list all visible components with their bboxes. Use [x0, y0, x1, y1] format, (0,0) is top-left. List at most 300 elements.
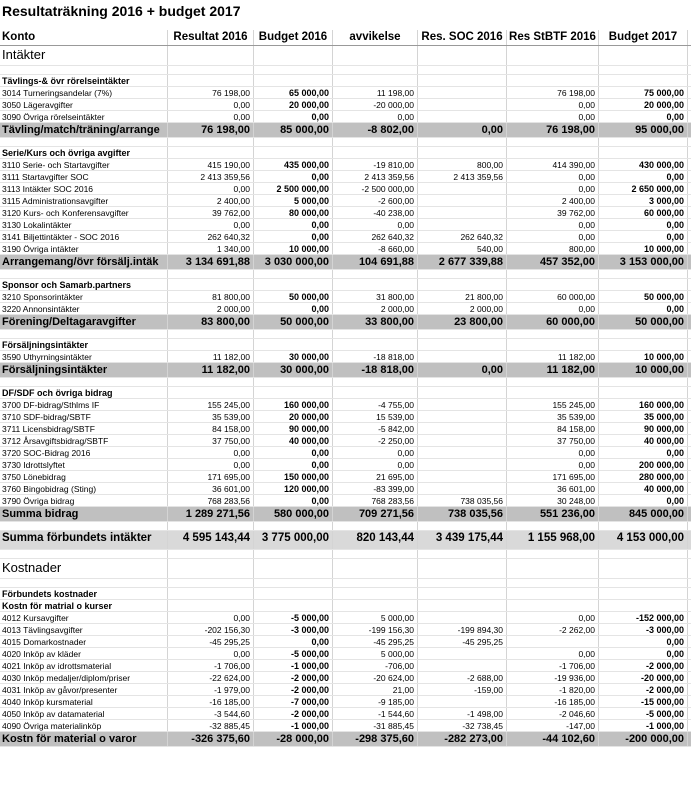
cell-value[interactable]: 11 182,00	[168, 351, 254, 362]
cell-value[interactable]: -199 156,30	[333, 624, 418, 635]
cell-label[interactable]: Serie/Kurs och övriga avgifter	[0, 147, 168, 158]
cell-value[interactable]: 37 750,00	[507, 435, 599, 446]
cell-value[interactable]: -1 979,00	[168, 684, 254, 695]
cell-label[interactable]: 4030 Inköp medaljer/diplom/priser	[0, 672, 168, 683]
cell-value[interactable]: -16 185,00	[168, 696, 254, 707]
cell-value[interactable]: 35 539,00	[168, 411, 254, 422]
cell-value[interactable]: 40 000,00	[599, 435, 688, 446]
cell-value[interactable]: 10 000,00	[599, 243, 688, 254]
cell-value[interactable]	[168, 579, 254, 587]
cell-value[interactable]: 30 248,00	[507, 495, 599, 506]
cell-value[interactable]	[333, 600, 418, 611]
cell-value[interactable]	[254, 330, 333, 338]
cell-label[interactable]: 3090 Övriga rörelseintäkter	[0, 111, 168, 122]
cell-value[interactable]	[418, 147, 507, 158]
cell-value[interactable]: -32 885,45	[168, 720, 254, 731]
cell-label[interactable]: Summa förbundets intäkter	[0, 531, 168, 549]
cell-value[interactable]: Res. SOC 2016	[418, 30, 507, 45]
cell-value[interactable]: -2 046,60	[507, 708, 599, 719]
cell-value[interactable]: 50 000,00	[254, 291, 333, 302]
cell-value[interactable]: 0,00	[418, 363, 507, 377]
cell-value[interactable]	[599, 550, 688, 558]
cell-value[interactable]: 5 000,00	[333, 612, 418, 623]
cell-value[interactable]: 1 340,00	[168, 243, 254, 254]
cell-label[interactable]: 3120 Kurs- och Konferensavgifter	[0, 207, 168, 218]
cell-value[interactable]: -1 000,00	[254, 720, 333, 731]
cell-value[interactable]	[507, 46, 599, 65]
cell-label[interactable]: Kostn för matrial o kurser	[0, 600, 168, 611]
cell-value[interactable]: 11 182,00	[507, 363, 599, 377]
cell-value[interactable]	[418, 648, 507, 659]
cell-value[interactable]: 414 390,00	[507, 159, 599, 170]
cell-value[interactable]: 39 762,00	[168, 207, 254, 218]
cell-value[interactable]: 0,00	[599, 303, 688, 314]
cell-value[interactable]: 262 640,32	[418, 231, 507, 242]
cell-value[interactable]: -147,00	[507, 720, 599, 731]
cell-value[interactable]	[599, 147, 688, 158]
cell-value[interactable]	[599, 339, 688, 350]
cell-value[interactable]: -2 000,00	[254, 672, 333, 683]
cell-value[interactable]	[418, 522, 507, 530]
cell-label[interactable]: 3711 Licensbidrag/SBTF	[0, 423, 168, 434]
cell-label[interactable]: DF/SDF och övriga bidrag	[0, 387, 168, 398]
cell-value[interactable]: 50 000,00	[254, 315, 333, 329]
cell-label[interactable]: Tävlings-& övr rörelseintäkter	[0, 75, 168, 86]
cell-value[interactable]: 85 000,00	[254, 123, 333, 137]
cell-label[interactable]	[0, 66, 168, 74]
cell-value[interactable]	[254, 147, 333, 158]
cell-value[interactable]: 50 000,00	[599, 291, 688, 302]
cell-value[interactable]: -2 000,00	[254, 684, 333, 695]
cell-value[interactable]: -31 885,45	[333, 720, 418, 731]
cell-value[interactable]: -282 273,00	[418, 732, 507, 746]
cell-value[interactable]	[254, 378, 333, 386]
cell-value[interactable]	[254, 522, 333, 530]
cell-value[interactable]: 0,00	[507, 219, 599, 230]
cell-value[interactable]	[599, 387, 688, 398]
cell-value[interactable]: -2 000,00	[599, 660, 688, 671]
cell-value[interactable]: 76 198,00	[507, 87, 599, 98]
cell-value[interactable]: 80 000,00	[254, 207, 333, 218]
cell-value[interactable]	[254, 279, 333, 290]
cell-label[interactable]	[0, 138, 168, 146]
cell-value[interactable]	[599, 330, 688, 338]
cell-value[interactable]	[418, 99, 507, 110]
cell-value[interactable]	[333, 147, 418, 158]
cell-value[interactable]	[418, 435, 507, 446]
cell-label[interactable]: 3111 Startavgifter SOC	[0, 171, 168, 182]
cell-value[interactable]	[418, 111, 507, 122]
cell-label[interactable]: 4020 Inköp av kläder	[0, 648, 168, 659]
cell-value[interactable]	[254, 387, 333, 398]
cell-label[interactable]	[0, 550, 168, 558]
cell-value[interactable]: 39 762,00	[507, 207, 599, 218]
cell-value[interactable]: 0,00	[507, 459, 599, 470]
cell-value[interactable]: 40 000,00	[599, 483, 688, 494]
cell-value[interactable]	[333, 588, 418, 599]
cell-value[interactable]	[254, 600, 333, 611]
cell-label[interactable]: Tävling/match/träning/arrange	[0, 123, 168, 137]
cell-value[interactable]: 0,00	[599, 219, 688, 230]
cell-value[interactable]: 0,00	[507, 99, 599, 110]
cell-value[interactable]	[507, 138, 599, 146]
cell-value[interactable]	[333, 138, 418, 146]
cell-value[interactable]	[333, 387, 418, 398]
cell-value[interactable]: 0,00	[254, 231, 333, 242]
cell-value[interactable]: -1 820,00	[507, 684, 599, 695]
cell-label[interactable]: 3720 SOC-Bidrag 2016	[0, 447, 168, 458]
cell-label[interactable]: Konto	[0, 30, 168, 45]
cell-value[interactable]: 11 182,00	[168, 363, 254, 377]
cell-label[interactable]: 4012 Kursavgifter	[0, 612, 168, 623]
cell-value[interactable]	[418, 66, 507, 74]
cell-value[interactable]	[507, 636, 599, 647]
cell-value[interactable]	[418, 279, 507, 290]
cell-label[interactable]: 3190 Övriga intäkter	[0, 243, 168, 254]
cell-value[interactable]: 0,00	[168, 459, 254, 470]
cell-value[interactable]: 768 283,56	[333, 495, 418, 506]
cell-value[interactable]: 2 400,00	[168, 195, 254, 206]
cell-value[interactable]: 0,00	[507, 111, 599, 122]
cell-value[interactable]	[168, 588, 254, 599]
cell-label[interactable]: 4050 Inköp av datamaterial	[0, 708, 168, 719]
cell-value[interactable]: 3 134 691,88	[168, 255, 254, 269]
cell-value[interactable]: 738 035,56	[418, 495, 507, 506]
cell-value[interactable]: 90 000,00	[599, 423, 688, 434]
cell-value[interactable]: 160 000,00	[599, 399, 688, 410]
cell-value[interactable]: -2 500 000,00	[333, 183, 418, 194]
cell-value[interactable]: 1 289 271,56	[168, 507, 254, 521]
cell-value[interactable]: 20 000,00	[599, 99, 688, 110]
cell-value[interactable]: 37 750,00	[168, 435, 254, 446]
cell-value[interactable]	[418, 87, 507, 98]
cell-label[interactable]: 4040 Inköp kursmaterial	[0, 696, 168, 707]
cell-value[interactable]: 800,00	[507, 243, 599, 254]
cell-value[interactable]	[418, 696, 507, 707]
cell-value[interactable]: -28 000,00	[254, 732, 333, 746]
cell-label[interactable]: Försäljningsintäkter	[0, 339, 168, 350]
cell-value[interactable]	[254, 579, 333, 587]
cell-value[interactable]: avvikelse	[333, 30, 418, 45]
cell-value[interactable]	[254, 138, 333, 146]
cell-value[interactable]: 0,00	[507, 648, 599, 659]
cell-value[interactable]: -9 185,00	[333, 696, 418, 707]
cell-value[interactable]	[418, 483, 507, 494]
cell-value[interactable]	[333, 378, 418, 386]
cell-value[interactable]: -15 000,00	[599, 696, 688, 707]
cell-value[interactable]: -4 755,00	[333, 399, 418, 410]
cell-value[interactable]: 21 800,00	[418, 291, 507, 302]
cell-label[interactable]	[0, 330, 168, 338]
cell-value[interactable]: 36 601,00	[168, 483, 254, 494]
cell-value[interactable]: 845 000,00	[599, 507, 688, 521]
cell-value[interactable]: -5 842,00	[333, 423, 418, 434]
cell-label[interactable]: 3712 Årsavgiftsbidrag/SBTF	[0, 435, 168, 446]
cell-label[interactable]: 3050 Lägeravgifter	[0, 99, 168, 110]
cell-value[interactable]	[168, 387, 254, 398]
cell-value[interactable]: 2 413 359,56	[418, 171, 507, 182]
cell-value[interactable]: 0,00	[599, 171, 688, 182]
cell-value[interactable]: 3 030 000,00	[254, 255, 333, 269]
cell-value[interactable]	[254, 559, 333, 578]
cell-value[interactable]: 155 245,00	[507, 399, 599, 410]
cell-label[interactable]: 4090 Övriga materialinköp	[0, 720, 168, 731]
cell-value[interactable]	[507, 339, 599, 350]
cell-value[interactable]: 0,00	[333, 219, 418, 230]
cell-value[interactable]: -1 000,00	[599, 720, 688, 731]
cell-value[interactable]: 30 000,00	[254, 351, 333, 362]
cell-value[interactable]: -5 000,00	[254, 612, 333, 623]
cell-value[interactable]: 3 153 000,00	[599, 255, 688, 269]
cell-value[interactable]	[599, 600, 688, 611]
cell-value[interactable]: 23 800,00	[418, 315, 507, 329]
cell-value[interactable]: 738 035,56	[418, 507, 507, 521]
cell-value[interactable]: 21,00	[333, 684, 418, 695]
cell-value[interactable]: 2 400,00	[507, 195, 599, 206]
cell-label[interactable]: Förbundets kostnader	[0, 588, 168, 599]
cell-value[interactable]: 2 500 000,00	[254, 183, 333, 194]
cell-value[interactable]: -2 262,00	[507, 624, 599, 635]
cell-value[interactable]: -22 624,00	[168, 672, 254, 683]
cell-value[interactable]: -20 624,00	[333, 672, 418, 683]
cell-value[interactable]: 50 000,00	[599, 315, 688, 329]
cell-value[interactable]: 262 640,32	[168, 231, 254, 242]
cell-value[interactable]: 5 000,00	[254, 195, 333, 206]
cell-value[interactable]	[599, 270, 688, 278]
cell-label[interactable]: Sponsor och Samarb.partners	[0, 279, 168, 290]
cell-value[interactable]: -8 802,00	[333, 123, 418, 137]
cell-value[interactable]: 0,00	[254, 111, 333, 122]
cell-value[interactable]: -2 688,00	[418, 672, 507, 683]
cell-value[interactable]: -298 375,60	[333, 732, 418, 746]
cell-value[interactable]: Budget 2016	[254, 30, 333, 45]
cell-value[interactable]	[507, 387, 599, 398]
cell-value[interactable]: 11 198,00	[333, 87, 418, 98]
cell-value[interactable]	[333, 270, 418, 278]
cell-value[interactable]: -1 544,60	[333, 708, 418, 719]
cell-value[interactable]: -2 000,00	[254, 708, 333, 719]
cell-value[interactable]: 0,00	[599, 636, 688, 647]
cell-value[interactable]	[418, 339, 507, 350]
cell-value[interactable]	[599, 138, 688, 146]
cell-value[interactable]	[333, 75, 418, 86]
cell-value[interactable]: 76 198,00	[168, 87, 254, 98]
cell-label[interactable]: 3790 Övriga bidrag	[0, 495, 168, 506]
cell-value[interactable]	[168, 339, 254, 350]
cell-value[interactable]	[418, 330, 507, 338]
cell-value[interactable]: 262 640,32	[333, 231, 418, 242]
cell-value[interactable]: 40 000,00	[254, 435, 333, 446]
cell-value[interactable]: 10 000,00	[599, 363, 688, 377]
cell-value[interactable]	[333, 579, 418, 587]
cell-value[interactable]	[333, 46, 418, 65]
cell-value[interactable]: 0,00	[507, 183, 599, 194]
cell-value[interactable]: 0,00	[254, 303, 333, 314]
cell-value[interactable]	[254, 75, 333, 86]
cell-value[interactable]	[507, 279, 599, 290]
cell-value[interactable]: -1 706,00	[507, 660, 599, 671]
cell-value[interactable]: 0,00	[599, 447, 688, 458]
cell-value[interactable]: 0,00	[254, 636, 333, 647]
cell-value[interactable]: 0,00	[507, 447, 599, 458]
cell-label[interactable]: 3115 Administrationsavgifter	[0, 195, 168, 206]
cell-value[interactable]	[168, 147, 254, 158]
cell-value[interactable]: 200 000,00	[599, 459, 688, 470]
cell-value[interactable]: -19 936,00	[507, 672, 599, 683]
cell-value[interactable]: 820 143,44	[333, 531, 418, 549]
cell-value[interactable]: -7 000,00	[254, 696, 333, 707]
cell-value[interactable]: 104 691,88	[333, 255, 418, 269]
cell-value[interactable]	[168, 330, 254, 338]
cell-value[interactable]: 60 000,00	[507, 291, 599, 302]
cell-value[interactable]	[418, 471, 507, 482]
cell-value[interactable]	[418, 183, 507, 194]
cell-value[interactable]: -2 250,00	[333, 435, 418, 446]
cell-value[interactable]: 20 000,00	[254, 411, 333, 422]
cell-value[interactable]	[599, 522, 688, 530]
cell-value[interactable]	[507, 522, 599, 530]
cell-label[interactable]: 3113 Intäkter SOC 2016	[0, 183, 168, 194]
cell-value[interactable]	[168, 138, 254, 146]
cell-value[interactable]: 0,00	[333, 111, 418, 122]
cell-value[interactable]	[507, 75, 599, 86]
cell-value[interactable]: 435 000,00	[254, 159, 333, 170]
cell-value[interactable]: 2 000,00	[333, 303, 418, 314]
cell-label[interactable]	[0, 522, 168, 530]
cell-value[interactable]: -326 375,60	[168, 732, 254, 746]
cell-value[interactable]	[599, 579, 688, 587]
cell-value[interactable]: -5 000,00	[599, 708, 688, 719]
cell-value[interactable]: 30 000,00	[254, 363, 333, 377]
cell-value[interactable]: -20 000,00	[333, 99, 418, 110]
cell-value[interactable]	[599, 75, 688, 86]
cell-label[interactable]: Arrangemang/övr försälj.intäk	[0, 255, 168, 269]
cell-value[interactable]	[418, 447, 507, 458]
cell-value[interactable]: -3 000,00	[254, 624, 333, 635]
cell-value[interactable]: 280 000,00	[599, 471, 688, 482]
cell-value[interactable]: 4 595 143,44	[168, 531, 254, 549]
cell-value[interactable]: 2 413 359,56	[333, 171, 418, 182]
cell-value[interactable]: 430 000,00	[599, 159, 688, 170]
cell-value[interactable]: -3 544,60	[168, 708, 254, 719]
cell-label[interactable]: Försäljningsintäkter	[0, 363, 168, 377]
cell-value[interactable]: -44 102,60	[507, 732, 599, 746]
cell-value[interactable]: 2 000,00	[168, 303, 254, 314]
cell-value[interactable]	[418, 219, 507, 230]
cell-label[interactable]	[0, 579, 168, 587]
cell-label[interactable]: 4031 Inköp av gåvor/presenter	[0, 684, 168, 695]
cell-value[interactable]	[333, 559, 418, 578]
cell-value[interactable]: Resultat 2016	[168, 30, 254, 45]
cell-label[interactable]: 3590 Uthyrningsintäkter	[0, 351, 168, 362]
cell-value[interactable]	[333, 330, 418, 338]
cell-value[interactable]: -45 295,25	[333, 636, 418, 647]
cell-value[interactable]	[507, 147, 599, 158]
cell-value[interactable]: 0,00	[254, 171, 333, 182]
cell-value[interactable]: 0,00	[599, 648, 688, 659]
cell-value[interactable]	[254, 66, 333, 74]
cell-value[interactable]: 551 236,00	[507, 507, 599, 521]
cell-value[interactable]: 81 800,00	[168, 291, 254, 302]
cell-value[interactable]	[168, 600, 254, 611]
cell-label[interactable]: 4013 Tävlingsavgifter	[0, 624, 168, 635]
cell-value[interactable]	[418, 270, 507, 278]
cell-value[interactable]: -18 818,00	[333, 351, 418, 362]
cell-value[interactable]: -16 185,00	[507, 696, 599, 707]
cell-value[interactable]: 0,00	[254, 459, 333, 470]
cell-value[interactable]: 36 601,00	[507, 483, 599, 494]
cell-value[interactable]: 0,00	[168, 612, 254, 623]
cell-label[interactable]: 3141 Biljettintäkter - SOC 2016	[0, 231, 168, 242]
cell-value[interactable]: -8 660,00	[333, 243, 418, 254]
cell-label[interactable]: Förening/Deltagaravgifter	[0, 315, 168, 329]
cell-label[interactable]: Summa bidrag	[0, 507, 168, 521]
cell-value[interactable]: -1 706,00	[168, 660, 254, 671]
cell-value[interactable]: -1 000,00	[254, 660, 333, 671]
cell-value[interactable]: 3 000,00	[599, 195, 688, 206]
cell-value[interactable]: 0,00	[168, 111, 254, 122]
cell-value[interactable]: 3 439 175,44	[418, 531, 507, 549]
cell-value[interactable]	[418, 423, 507, 434]
cell-value[interactable]	[168, 378, 254, 386]
cell-value[interactable]	[168, 270, 254, 278]
cell-value[interactable]: -2 600,00	[333, 195, 418, 206]
cell-value[interactable]: 415 190,00	[168, 159, 254, 170]
cell-value[interactable]: 90 000,00	[254, 423, 333, 434]
cell-value[interactable]: 0,00	[254, 495, 333, 506]
cell-label[interactable]: 3760 Bingobidrag (Sting)	[0, 483, 168, 494]
cell-value[interactable]	[168, 279, 254, 290]
cell-value[interactable]: 155 245,00	[168, 399, 254, 410]
cell-value[interactable]	[507, 588, 599, 599]
cell-value[interactable]	[418, 612, 507, 623]
cell-value[interactable]: 0,00	[168, 219, 254, 230]
cell-value[interactable]	[599, 66, 688, 74]
cell-value[interactable]: 10 000,00	[254, 243, 333, 254]
cell-value[interactable]: 171 695,00	[168, 471, 254, 482]
cell-value[interactable]: Budget 2017	[599, 30, 688, 45]
cell-value[interactable]: 160 000,00	[254, 399, 333, 410]
cell-value[interactable]	[418, 411, 507, 422]
cell-value[interactable]	[418, 579, 507, 587]
cell-value[interactable]: -45 295,25	[168, 636, 254, 647]
cell-value[interactable]	[168, 550, 254, 558]
cell-label[interactable]: 3750 Lönebidrag	[0, 471, 168, 482]
cell-value[interactable]: 5 000,00	[333, 648, 418, 659]
cell-value[interactable]: 171 695,00	[507, 471, 599, 482]
cell-label[interactable]: Kostn för material o varor	[0, 732, 168, 746]
cell-value[interactable]: 60 000,00	[507, 315, 599, 329]
cell-label[interactable]: Intäkter	[0, 46, 168, 65]
cell-value[interactable]: -706,00	[333, 660, 418, 671]
cell-value[interactable]: 0,00	[168, 183, 254, 194]
cell-value[interactable]	[507, 559, 599, 578]
cell-value[interactable]: 84 158,00	[168, 423, 254, 434]
cell-value[interactable]: -32 738,45	[418, 720, 507, 731]
cell-value[interactable]: 1 155 968,00	[507, 531, 599, 549]
cell-value[interactable]	[418, 600, 507, 611]
cell-value[interactable]: -83 399,00	[333, 483, 418, 494]
cell-value[interactable]: 0,00	[168, 648, 254, 659]
cell-value[interactable]: 0,00	[599, 231, 688, 242]
cell-value[interactable]	[507, 66, 599, 74]
cell-value[interactable]: 76 198,00	[168, 123, 254, 137]
cell-value[interactable]	[507, 330, 599, 338]
cell-value[interactable]: -18 818,00	[333, 363, 418, 377]
cell-value[interactable]	[507, 270, 599, 278]
cell-value[interactable]	[418, 559, 507, 578]
cell-value[interactable]: Res StBTF 2016	[507, 30, 599, 45]
